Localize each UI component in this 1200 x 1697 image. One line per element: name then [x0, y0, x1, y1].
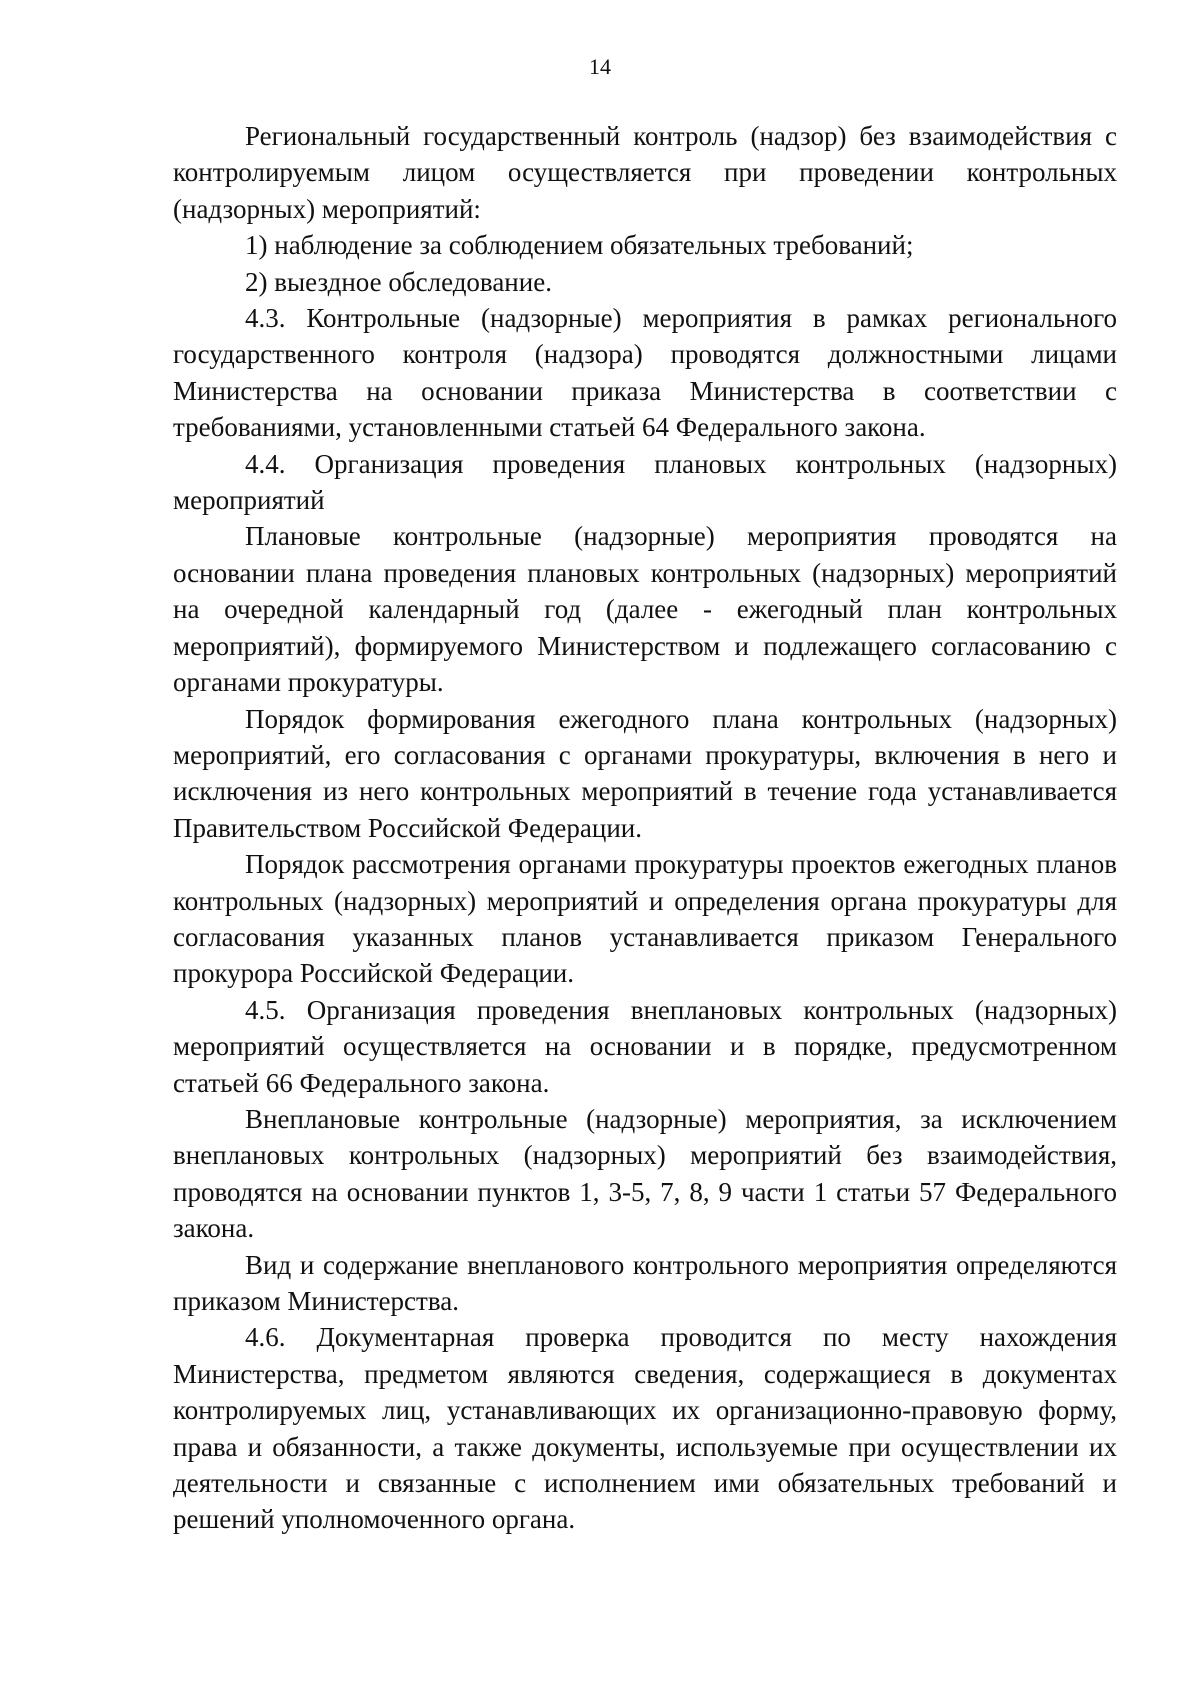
paragraph-plan-formation: Порядок формирования ежегодного плана контрольных (надзорных) мероприятий, его согласования с органами прокуратуры, включения в него и исключения из него контрольных мероприятий в течение года устанавливается Правительством Российской Федерации. [173, 703, 1117, 843]
paragraph-inspection-type: Вид и содержание внепланового контрольного мероприятия определяются приказом Министерства. [173, 1249, 1117, 1316]
paragraph-4-4: 4.4. Организация проведения плановых контрольных (надзорных) мероприятий [173, 448, 1117, 516]
page-number: 14 [589, 54, 611, 79]
list-item-1: 1) наблюдение за соблюдением обязательных требований; [245, 230, 914, 261]
list-item-2: 2) выездное обследование. [245, 266, 552, 297]
paragraph-4-3: 4.3. Контрольные (надзорные) мероприятия в рамках регионального государственного контроля (надзора) проводятся должностными лицами Министерства на основании приказа Министерства в соответствии с требованиями, установленными статьей 64 Федерального закона. [173, 303, 1117, 443]
paragraph-unplanned-inspections: Внеплановые контрольные (надзорные) мероприятия, за исключением внеплановых контрольных (надзорных) мероприятий без взаимодействия, проводятся на основании пунктов 1, 3-5, 7, 8, 9 части 1 статьи 57 Федерального закона. [173, 1103, 1117, 1244]
paragraph-4-5: 4.5. Организация проведения внеплановых контрольных (надзорных) мероприятий осуществляется на основании и в порядке, предусмотренном статьей 66 Федерального закона. [173, 994, 1117, 1098]
paragraph-4-6: 4.6. Документарная проверка проводится по месту нахождения Министерства, предметом являются сведения, содержащиеся в документах контролируемых лиц, устанавливающих их организационно-правовую форму, права и обязанности, а также документы, используемые при осуществлении их деятельности и связанные с исполнением ими обязательных требований и решений уполномоченного органа. [173, 1322, 1117, 1535]
document-body [173, 118, 1117, 1538]
paragraph-planned-inspections: Плановые контрольные (надзорные) мероприятия проводятся на основании плана проведения плановых контрольных (надзорных) мероприятий на очередной календарный год (далее - ежегодный план контрольных мероприятий), формируемого Министерством и подлежащего согласованию с органами прокуратуры. [173, 521, 1117, 698]
paragraph-plan-review: Порядок рассмотрения органами прокуратуры проектов ежегодных планов контрольных (надзорных) мероприятий и определения органа прокуратуры для согласования указанных планов устанавливается приказом Генерального прокурора Российской Федерации. [173, 849, 1117, 989]
paragraph-intro: Региональный государственный контроль (надзор) без взаимодействия с контролируемым лицом осуществляется при проведении контрольных (надзорных) мероприятий: [173, 121, 1117, 224]
